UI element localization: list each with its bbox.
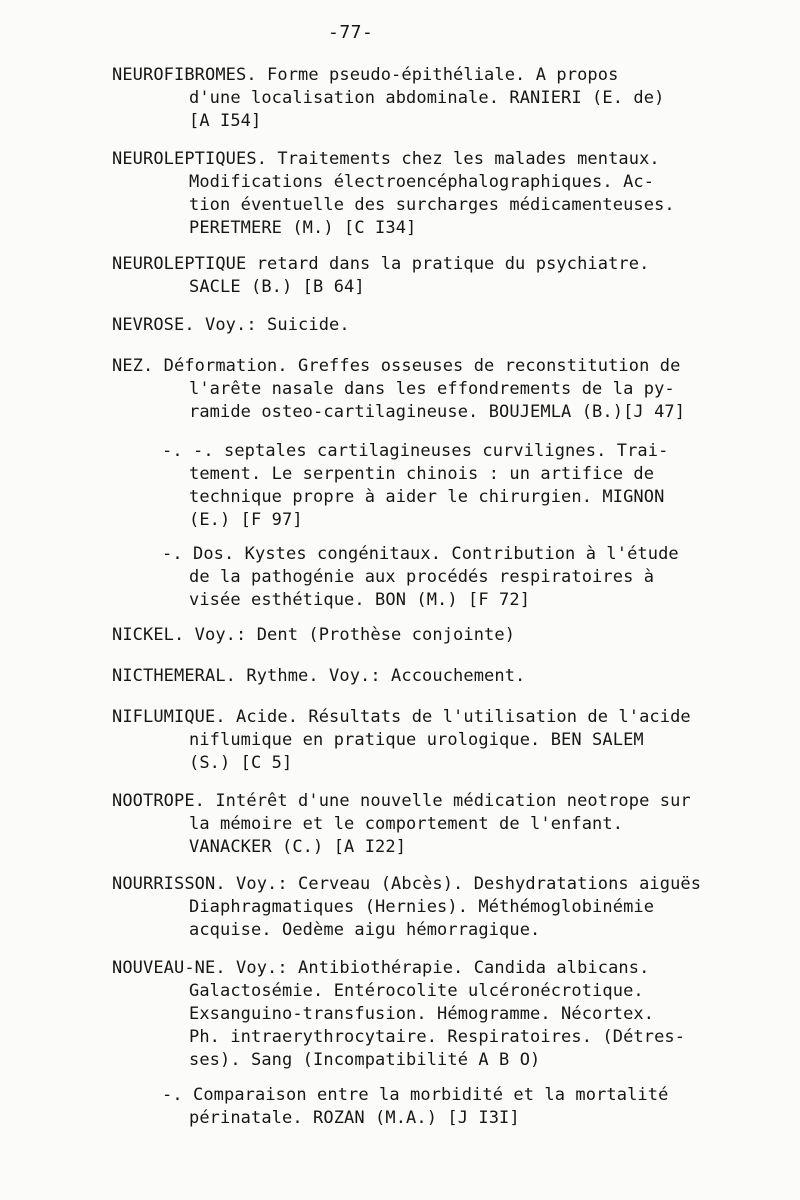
entry-line: NOUVEAU-NE. Voy.: Antibiothérapie. Candida albicans. <box>112 958 650 978</box>
entry-line: Ph. intraerythrocytaire. Respiratoires. (Détres- <box>189 1027 686 1047</box>
entry-line: Modifications électroencéphalographiques. Ac- <box>189 172 655 192</box>
index-entry-nourrisson <box>112 873 702 942</box>
entry-line: ses). Sang (Incompatibilité A B O) <box>189 1050 541 1070</box>
entry-line: ramide osteo-cartilagineuse. BOUJEMLA (B.)[J 47] <box>189 402 686 422</box>
entry-line: d'une localisation abdominale. RANIERI (E. de) <box>189 88 665 108</box>
entry-line: -. Dos. Kystes congénitaux. Contribution à l'étude <box>162 544 679 564</box>
entry-line: NEVROSE. Voy.: Suicide. <box>112 315 350 335</box>
entry-line: de la pathogénie aux procédés respiratoires à <box>189 567 655 587</box>
entry-line: VANACKER (C.) [A I22] <box>189 837 407 857</box>
index-entry-nez <box>112 355 702 424</box>
entry-line: périnatale. ROZAN (M.A.) [J I3I] <box>189 1108 520 1128</box>
entry-line: NIFLUMIQUE. Acide. Résultats de l'utilisation de l'acide <box>112 707 691 727</box>
entry-line: (S.) [C 5] <box>189 753 293 773</box>
entry-line: -. Comparaison entre la morbidité et la mortalité <box>162 1085 669 1105</box>
entry-line: tement. Le serpentin chinois : un artifice de <box>189 464 655 484</box>
entry-line: SACLE (B.) [B 64] <box>189 277 365 297</box>
entry-line: NEZ. Déformation. Greffes osseuses de reconstitution de <box>112 356 681 376</box>
entry-line: PERETMERE (M.) [C I34] <box>189 218 417 238</box>
entry-line: NEUROFIBROMES. Forme pseudo-épithéliale. A propos <box>112 65 619 85</box>
index-entry-nicthemeral <box>112 665 702 688</box>
entry-line: (E.) [F 97] <box>189 510 303 530</box>
index-entry-nevrose <box>112 314 702 337</box>
entry-line: NOURRISSON. Voy.: Cerveau (Abcès). Deshydratations aiguës <box>112 874 702 894</box>
entry-line: NEUROLEPTIQUES. Traitements chez les malades mentaux. <box>112 149 660 169</box>
entry-line: l'arête nasale dans les effondrements de la py- <box>189 379 675 399</box>
entry-line: technique propre à aider le chirurgien. MIGNON <box>189 487 665 507</box>
index-entry-neuroleptique-retard <box>112 253 702 299</box>
entry-line: acquise. Oedème aigu hémorragique. <box>189 920 541 940</box>
entry-line: tion éventuelle des surcharges médicamenteuses. <box>189 195 675 215</box>
index-entry-nouveau-ne <box>112 957 702 1072</box>
page-number: -77- <box>328 22 374 43</box>
index-entry-neurofibromes <box>112 64 702 133</box>
index-entry-nickel <box>112 624 702 647</box>
index-subentry-comparaison <box>162 1084 702 1130</box>
entry-line: NICTHEMERAL. Rythme. Voy.: Accouchement. <box>112 666 526 686</box>
entry-line: la mémoire et le comportement de l'enfant. <box>189 814 624 834</box>
entry-line: NEUROLEPTIQUE retard dans la pratique du psychiatre. <box>112 254 650 274</box>
entry-line: NOOTROPE. Intérêt d'une nouvelle médication neotrope sur <box>112 791 691 811</box>
index-entry-neuroleptiques <box>112 148 702 240</box>
index-subentry-septales <box>162 440 702 532</box>
entry-line: Diaphragmatiques (Hernies). Méthémoglobinémie <box>189 897 655 917</box>
index-entry-nootrope <box>112 790 702 859</box>
entry-line: NICKEL. Voy.: Dent (Prothèse conjointe) <box>112 625 516 645</box>
index-subentry-dos <box>162 543 702 612</box>
index-entry-niflumique <box>112 706 702 775</box>
entry-line: Exsanguino-transfusion. Hémogramme. Nécortex. <box>189 1004 655 1024</box>
entry-line: Galactosémie. Entérocolite ulcéronécrotique. <box>189 981 644 1001</box>
entry-line: visée esthétique. BON (M.) [F 72] <box>189 590 531 610</box>
entry-line: [A I54] <box>189 111 262 131</box>
entry-line: -. -. septales cartilagineuses curvilignes. Trai- <box>162 441 669 461</box>
entry-line: niflumique en pratique urologique. BEN SALEM <box>189 730 644 750</box>
